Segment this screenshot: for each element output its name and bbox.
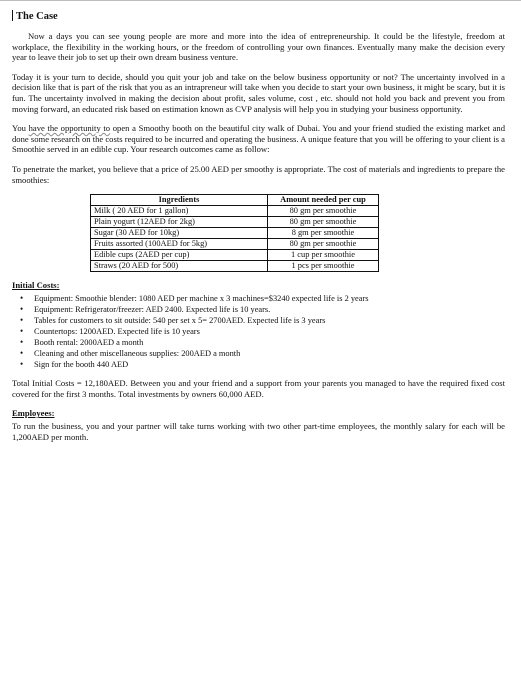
ingredients-table: [90, 194, 379, 272]
employees-title: Employees:: [12, 408, 55, 419]
opportunity-text-end: open a Smoothy booth on the beautiful city walk of Dubai. You and your friend studied the existing market and done some research on the costs required to be incurred and operating the business. A unique feature that you will be offering to your client is a Smoothie served in an edible cup. Your research outcomes came as follow:: [12, 123, 505, 155]
table-cell-ingredient: Sugar (30 AED for 10kg): [91, 228, 268, 239]
spellcheck-underlined-text: have the opportunity to: [28, 123, 111, 134]
initial-costs-list: [12, 293, 505, 370]
list-item: • Countertops: 1200AED. Expected life is 10 years: [34, 326, 505, 337]
table-header-ingredients: Ingredients: [91, 195, 268, 206]
table-header-amount: Amount needed per cup: [268, 195, 379, 206]
opportunity-text-start: You: [12, 123, 29, 134]
list-item: • Tables for customers to sit outside: 540 per set x 5= 2700AED. Expected life is 3 years: [34, 315, 505, 326]
employees-paragraph: To run the business, you and your partner will take turns working with two other part-time employees, the monthly salary for each will be 1,200AED per month.: [12, 421, 505, 442]
table-cell-amount: 80 gm per smoothie: [268, 206, 379, 217]
table-row: [91, 239, 379, 250]
list-item: • Equipment: Refrigerator/freezer: AED 2400. Expected life is 10 years.: [34, 304, 505, 315]
table-row: [91, 228, 379, 239]
table-row: [91, 206, 379, 217]
initial-costs-title: Initial Costs:: [12, 280, 60, 291]
list-item: • Booth rental: 2000AED a month: [34, 337, 505, 348]
table-cell-ingredient: Fruits assorted (100AED for 5kg): [91, 239, 268, 250]
opportunity-paragraph: [12, 123, 505, 155]
table-cell-ingredient: Plain yogurt (12AED for 2kg): [91, 217, 268, 228]
table-cell-amount: 1 pcs per smoothie: [268, 261, 379, 272]
table-row: [91, 217, 379, 228]
total-costs-paragraph: Total Initial Costs = 12,180AED. Between you and your friend and a support from your parents you managed to have the required fixed cost covered for the first 3 months. Total investments by owners 60,000 AED.: [12, 378, 505, 399]
pricing-paragraph: To penetrate the market, you believe that a price of 25.00 AED per smoothy is appropriate. The cost of materials and ingredients to prepare the smoothies:: [12, 163, 505, 185]
table-cell-amount: 80 gm per smoothie: [268, 239, 379, 250]
table-cell-amount: 80 gm per smoothie: [268, 217, 379, 228]
table-row: [91, 250, 379, 261]
table-cell-ingredient: Edible cups (2AED per cup): [91, 250, 268, 261]
table-header-row: [91, 195, 379, 206]
list-item: • Equipment: Smoothie blender: 1080 AED per machine x 3 machines=$3240 expected life is 2 years: [34, 293, 505, 304]
list-item: • Cleaning and other miscellaneous supplies: 200AED a month: [34, 348, 505, 359]
case-heading: The Case: [16, 11, 58, 22]
table-row: [91, 261, 379, 272]
table-cell-amount: 8 gm per smoothie: [268, 228, 379, 239]
list-item: • Sign for the booth 440 AED: [34, 359, 505, 370]
page-top-border: [0, 0, 521, 1]
text-cursor: [12, 10, 13, 21]
table-cell-ingredient: Straws (20 AED for 500): [91, 261, 268, 272]
table-cell-amount: 1 cup per smoothie: [268, 250, 379, 261]
table-cell-ingredient: Milk ( 20 AED for 1 gallon): [91, 206, 268, 217]
decision-paragraph: Today it is your turn to decide, should you quit your job and take on the below business opportunity or not? The uncertainty involved in a decision like that is part of the risk that you as an intrapreneur will take when you decide to start your own business, it might be scary, but it is fun. The uncertainty involved in making the decision about profit, sales volume, cost , etc. should not hold you back and prevent you from moving forward, an educated risk based on estimation known as CVP analysis will help you in studying your business opportunity.: [12, 71, 505, 114]
intro-paragraph: Now a days you can see young people are more and more into the idea of entrepreneurship. It could be the lifestyle, freedom at workplace, the flexibility in the working hours, or the freedom of controlling your own finances. Eventually many make the decision every year to leave their job to set up their own dream business venture.: [12, 31, 505, 63]
